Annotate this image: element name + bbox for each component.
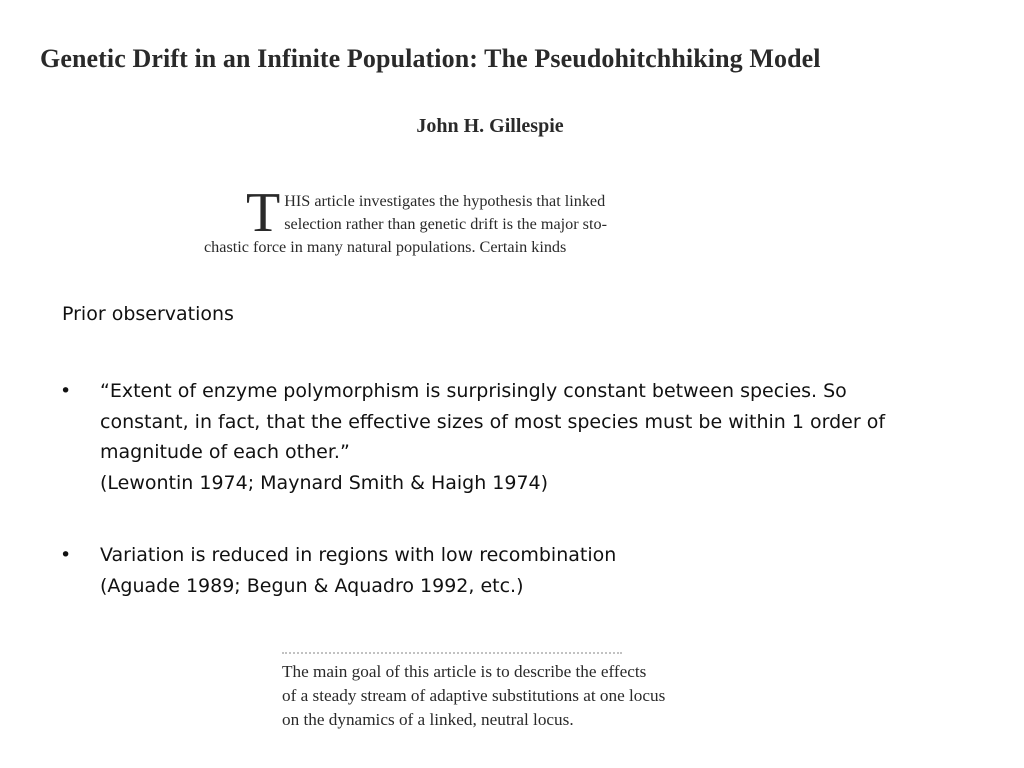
section-heading: Prior observations (62, 303, 234, 325)
bullet-line: magnitude of each other.” (100, 441, 350, 463)
abstract-line: HIS article investigates the hypothesis that linked (284, 192, 606, 210)
bullet-line: constant, in fact, that the effective sizes of most species must be within 1 order of (100, 410, 886, 433)
bullet-line: Variation is reduced in regions with low recombination (100, 544, 617, 566)
bullet-list (58, 376, 978, 643)
bullet-line: “Extent of enzyme polymorphism is surprisingly constant between species. So (100, 380, 847, 402)
bullet-citation: (Lewontin 1974; Maynard Smith & Haigh 1974) (100, 471, 549, 494)
list-item (58, 540, 978, 601)
abstract-excerpt-image (204, 182, 728, 259)
abstract-line: chastic force in many natural populations. Certain kinds (204, 238, 567, 256)
bullet-icon: • (60, 380, 72, 402)
bullet-citation: (Aguade 1989; Begun & Aquadro 1992, etc.) (100, 574, 524, 597)
closing-excerpt-image (282, 660, 772, 732)
abstract-dropcap: T (246, 182, 281, 244)
list-item (58, 376, 978, 498)
paper-title: Genetic Drift in an Infinite Population: The Pseudohitchhiking Model (40, 44, 821, 73)
bullet-icon: • (60, 544, 72, 566)
paper-author: John H. Gillespie (416, 115, 564, 137)
abstract-line: selection rather than genetic drift is the major sto- (284, 215, 607, 233)
closing-line: on the dynamics of a linked, neutral locus. (282, 710, 574, 729)
closing-line: of a steady stream of adaptive substitutions at one locus (282, 686, 666, 705)
cropped-text-edge (282, 652, 622, 658)
closing-line: The main goal of this article is to describe the effects (282, 662, 647, 681)
